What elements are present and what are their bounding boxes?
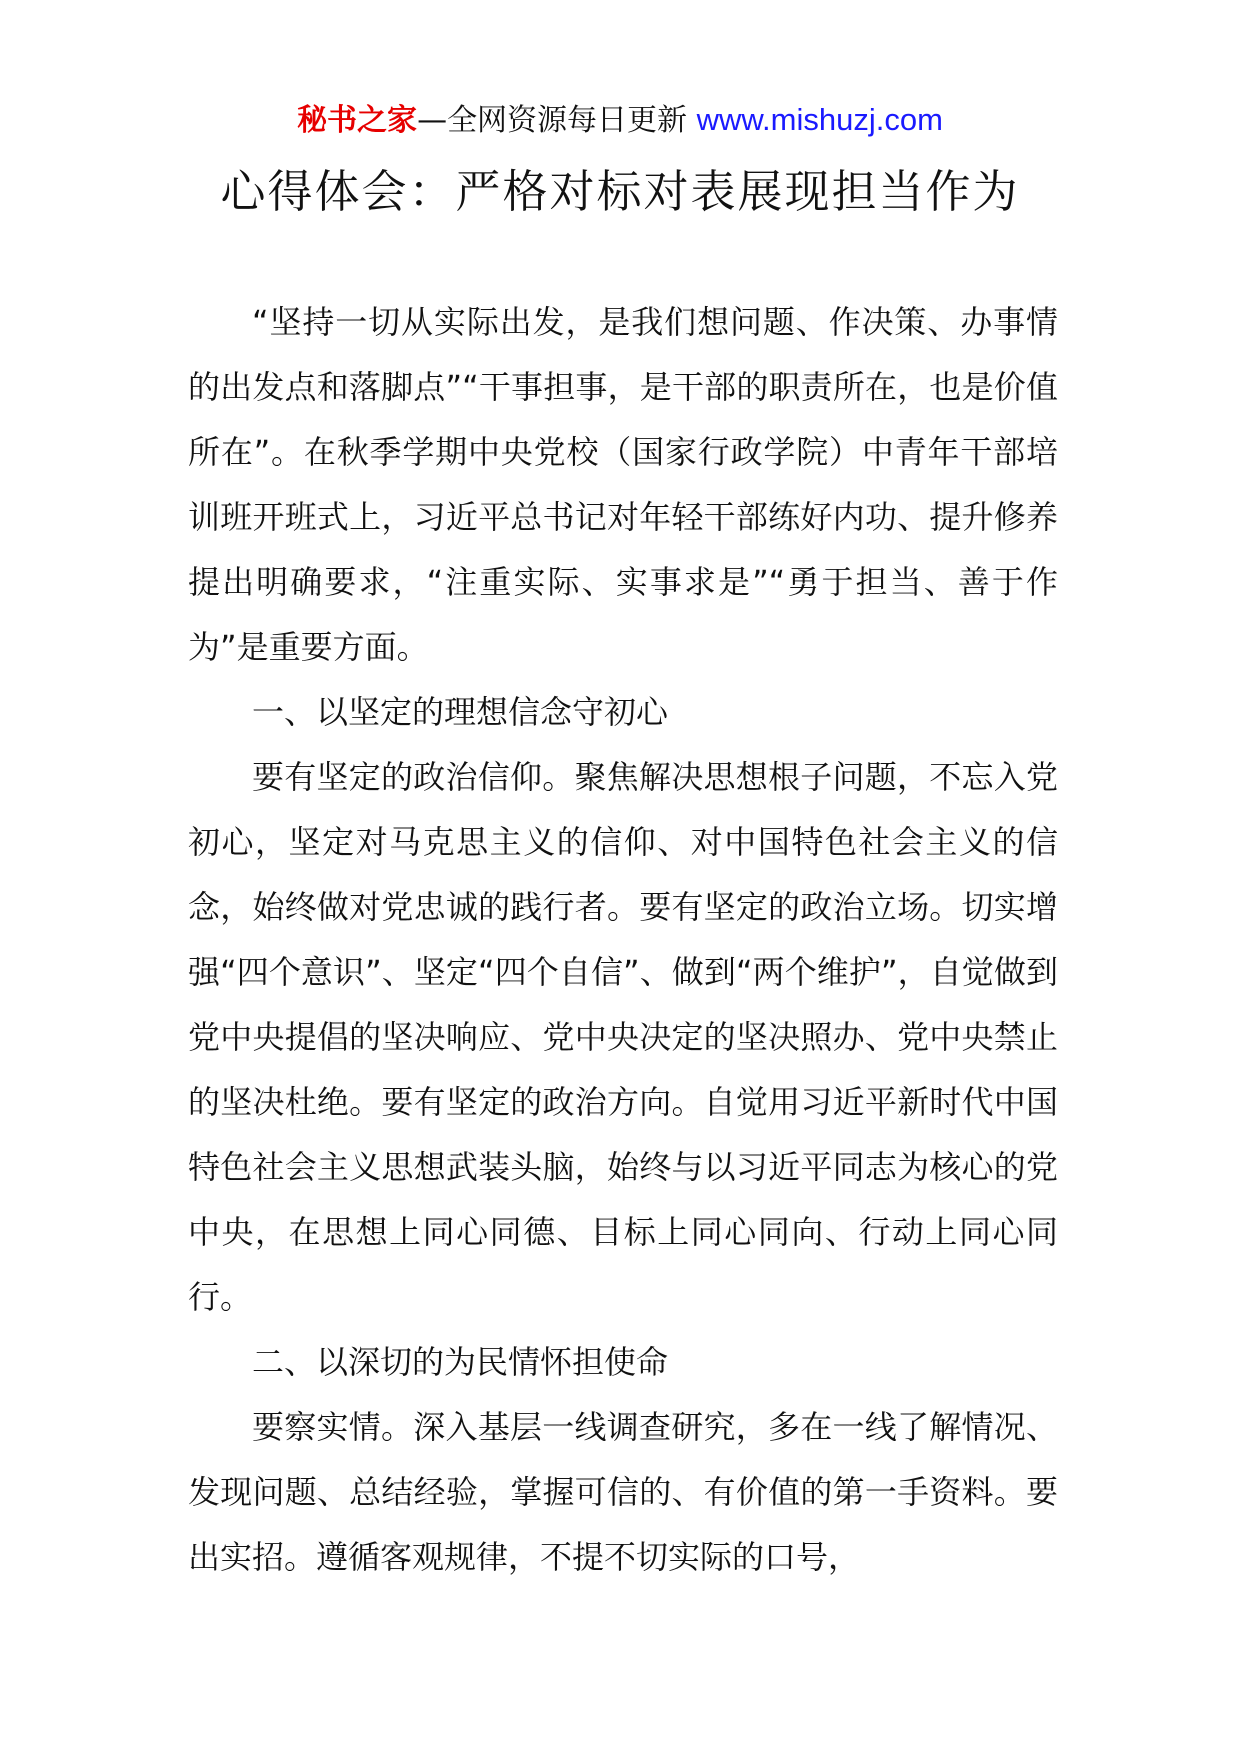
brand-name: 秘书之家 xyxy=(297,103,418,138)
site-url-link[interactable]: www.mishuzj.com xyxy=(696,102,943,137)
section-heading-2: 二、以深切的为民情怀担使命 xyxy=(252,1343,669,1381)
intro-paragraph: “坚持一切从实际出发，是我们想问题、作决策、办事情的出发点和落脚点”“干事担事，是干部的职责所在，也是价值所在”。在秋季学期中央党校（国家行政学院）中青年干部培训班开班式上，习近平总书记对年轻干部练好内功、提升修养提出明确要求，“注重实际、实事求是”“勇于担当、善于作为”是重要方面。 xyxy=(188,303,1058,666)
site-banner xyxy=(0,100,1240,141)
document-body xyxy=(188,290,1058,1590)
section-heading-1: 一、以坚定的理想信念守初心 xyxy=(252,693,669,731)
section-1-paragraph: 要有坚定的政治信仰。聚焦解决思想根子问题，不忘入党初心，坚定对马克思主义的信仰、对中国特色社会主义的信念，始终做对党忠诚的践行者。要有坚定的政治立场。切实增强“四个意识”、坚定“四个自信”、做到“两个维护”，自觉做到党中央提倡的坚决响应、党中央决定的坚决照办、党中央禁止的坚决杜绝。要有坚定的政治方向。自觉用习近平新时代中国特色社会主义思想武装头脑，始终与以习近平同志为核心的党中央，在思想上同心同德、目标上同心同向、行动上同心同行。 xyxy=(188,758,1058,1316)
banner-tagline: —全网资源每日更新 xyxy=(417,103,688,138)
section-2-paragraph: 要察实情。深入基层一线调查研究，多在一线了解情况、发现问题、总结经验，掌握可信的、有价值的第一手资料。要出实招。遵循客观规律，不提不切实际的口号， xyxy=(188,1408,1058,1576)
document-title: 心得体会：严格对标对表展现担当作为 xyxy=(220,165,1020,218)
